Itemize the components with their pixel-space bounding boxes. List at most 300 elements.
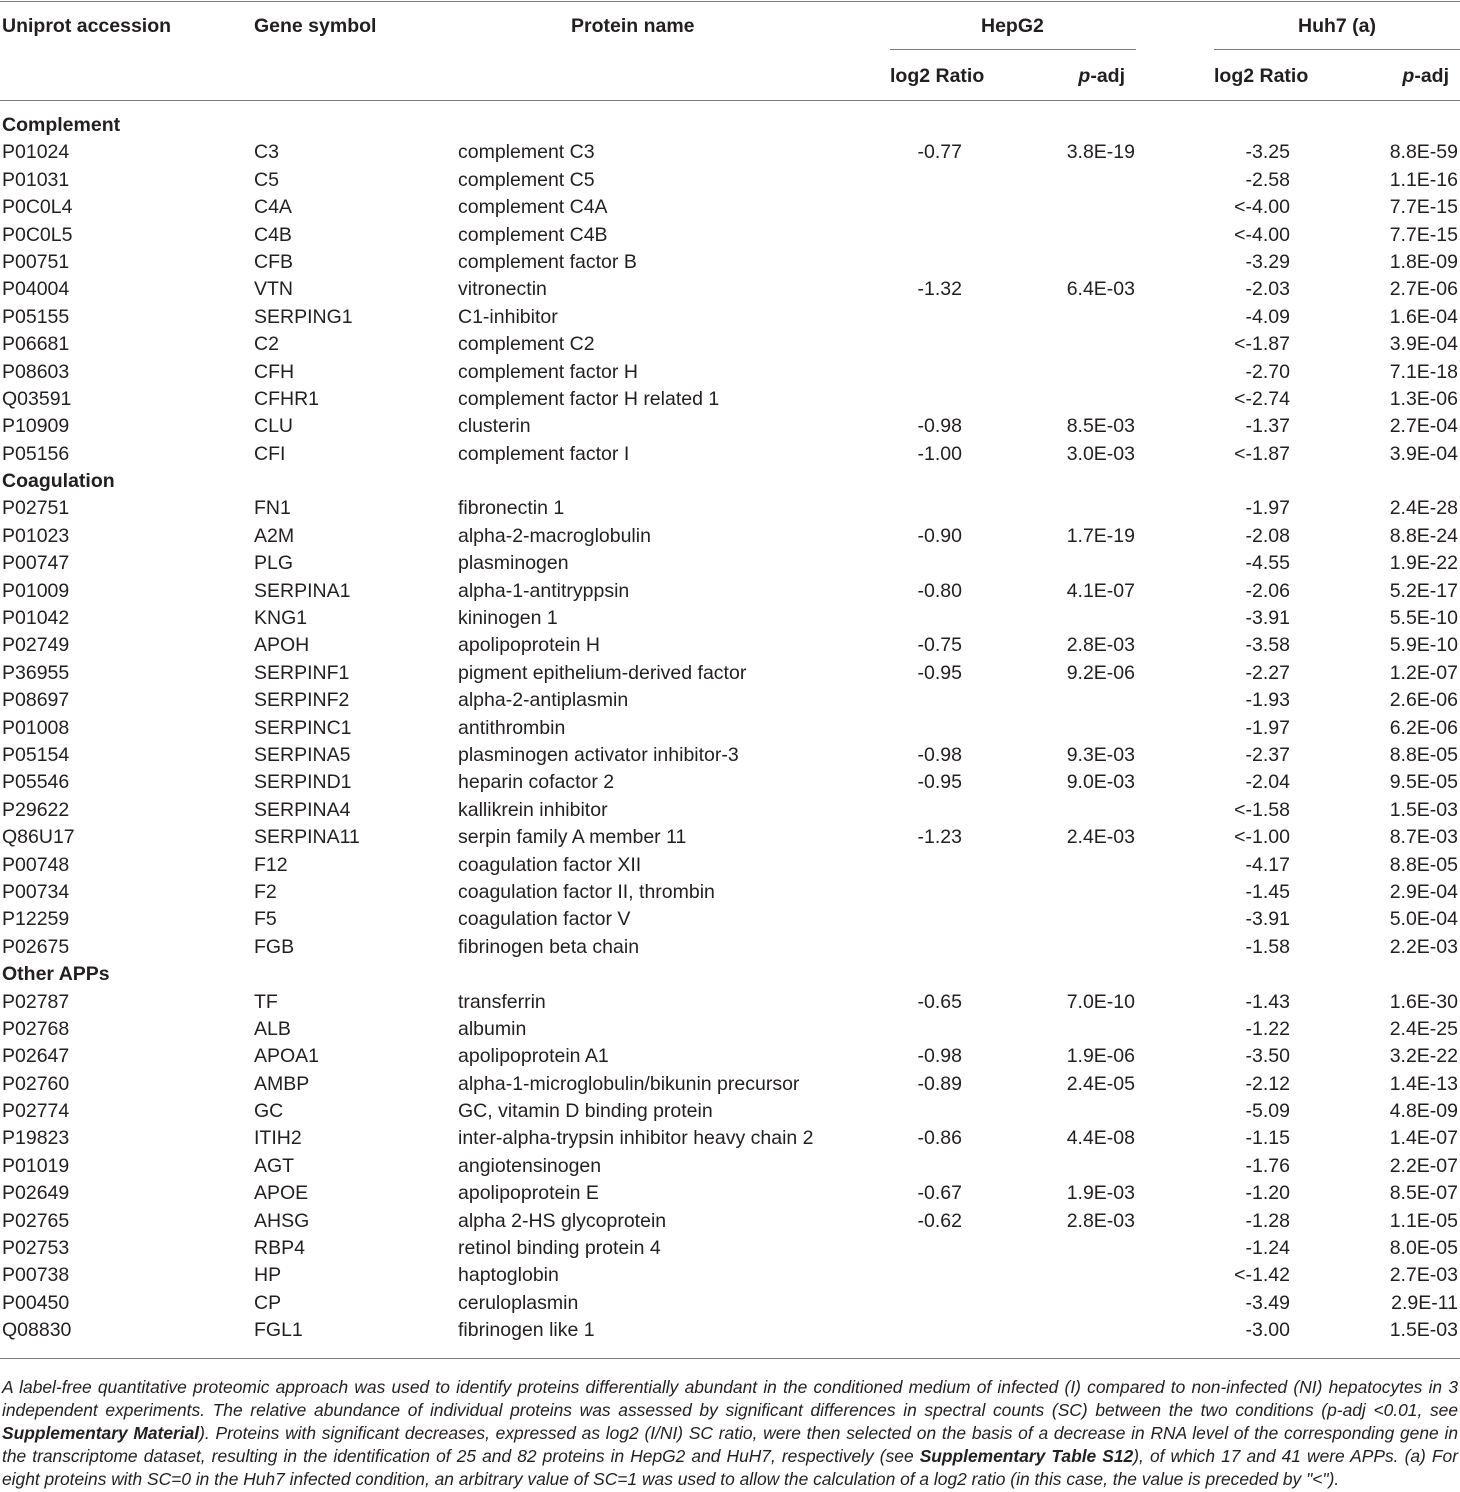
cell-gene: F12 bbox=[254, 853, 288, 876]
cell-hepg2-log2: -0.62 bbox=[917, 1209, 962, 1232]
cell-accession: P00751 bbox=[2, 250, 70, 273]
cell-hepg2-padj: 2.8E-03 bbox=[1066, 634, 1135, 657]
cell-huh7-log2: -5.09 bbox=[1245, 1100, 1290, 1123]
cell-huh7-log2: <-2.74 bbox=[1234, 387, 1290, 410]
cell-accession: P02760 bbox=[2, 1072, 70, 1095]
cell-protein: alpha-1-microglobulin/bikunin precursor bbox=[458, 1072, 800, 1095]
cell-gene: SERPINA1 bbox=[254, 579, 351, 602]
cell-huh7-log2: -4.55 bbox=[1245, 552, 1290, 575]
cell-protein: GC, vitamin D binding protein bbox=[458, 1100, 713, 1123]
cell-huh7-padj: 5.2E-17 bbox=[1389, 579, 1458, 602]
cell-huh7-log2: -1.28 bbox=[1245, 1209, 1290, 1232]
cell-accession: P10909 bbox=[2, 415, 70, 438]
cell-gene: C2 bbox=[254, 333, 279, 356]
cell-huh7-log2: -1.76 bbox=[1245, 1154, 1290, 1177]
cell-hepg2-padj: 2.4E-03 bbox=[1066, 826, 1135, 849]
cell-gene: SERPINA4 bbox=[254, 798, 351, 821]
cell-gene: A2M bbox=[254, 524, 295, 547]
cell-gene: AMBP bbox=[254, 1072, 310, 1095]
cell-huh7-log2: <-1.58 bbox=[1234, 798, 1290, 821]
cell-huh7-padj: 6.2E-06 bbox=[1389, 716, 1458, 739]
cell-accession: P0C0L5 bbox=[2, 223, 73, 246]
cell-huh7-padj: 7.1E-18 bbox=[1389, 360, 1458, 383]
cell-gene: CFHR1 bbox=[254, 387, 320, 410]
cell-accession: P02774 bbox=[2, 1100, 70, 1123]
table-row bbox=[0, 1153, 1460, 1180]
cell-protein: clusterin bbox=[458, 415, 531, 438]
footnote-link-supplementary-material[interactable]: Supplementary Material bbox=[2, 1423, 200, 1443]
cell-accession: P08603 bbox=[2, 360, 70, 383]
cell-gene: APOH bbox=[254, 634, 310, 657]
cell-gene: ITIH2 bbox=[254, 1127, 302, 1150]
header-hepg2: HepG2 bbox=[981, 15, 1044, 37]
cell-gene: AHSG bbox=[254, 1209, 310, 1232]
cell-hepg2-padj: 2.8E-03 bbox=[1066, 1209, 1135, 1232]
group-row bbox=[0, 961, 1460, 988]
cell-gene: VTN bbox=[254, 278, 293, 301]
cell-protein: inter-alpha-trypsin inhibitor heavy chain 2 bbox=[458, 1127, 814, 1150]
cell-huh7-padj: 1.1E-05 bbox=[1389, 1209, 1458, 1232]
bottom-rule bbox=[0, 1358, 1460, 1359]
table-row bbox=[0, 249, 1460, 276]
header-huh7-padj bbox=[1402, 64, 1449, 88]
table-row bbox=[0, 1043, 1460, 1070]
table-row bbox=[0, 934, 1460, 961]
cell-gene: PLG bbox=[254, 552, 294, 575]
cell-huh7-log2: -3.50 bbox=[1245, 1045, 1290, 1068]
cell-protein: haptoglobin bbox=[458, 1264, 559, 1287]
cell-gene: C5 bbox=[254, 168, 279, 191]
table-row bbox=[0, 331, 1460, 358]
cell-huh7-padj: 8.0E-05 bbox=[1389, 1237, 1458, 1260]
cell-huh7-log2: -2.12 bbox=[1245, 1072, 1290, 1095]
header-protein: Protein name bbox=[571, 15, 695, 37]
table-row bbox=[0, 769, 1460, 796]
cell-accession: P01009 bbox=[2, 579, 70, 602]
table-row bbox=[0, 852, 1460, 879]
cell-accession: P01023 bbox=[2, 524, 70, 547]
cell-huh7-padj: 8.8E-24 bbox=[1389, 524, 1458, 547]
cell-hepg2-padj: 1.9E-06 bbox=[1066, 1045, 1135, 1068]
cell-huh7-padj: 1.9E-22 bbox=[1389, 552, 1458, 575]
table-row bbox=[0, 715, 1460, 742]
cell-accession: P05154 bbox=[2, 743, 70, 766]
cell-accession: P02753 bbox=[2, 1237, 70, 1260]
cell-huh7-log2: -2.27 bbox=[1245, 661, 1290, 684]
cell-huh7-padj: 2.9E-11 bbox=[1391, 1291, 1458, 1314]
cell-protein: complement C4B bbox=[458, 223, 608, 246]
cell-hepg2-log2: -0.89 bbox=[917, 1072, 962, 1095]
cell-protein: coagulation factor XII bbox=[458, 853, 642, 876]
cell-gene: C3 bbox=[254, 141, 279, 164]
cell-huh7-log2: -1.22 bbox=[1245, 1017, 1290, 1040]
cell-huh7-padj: 5.9E-10 bbox=[1389, 634, 1458, 657]
footnote-part2: ). Proteins with significant decreases, expressed as log2 (I/NI) SC ratio, were then selected on the basis of a decrease in RNA level of the corresponding gene in the transcriptome dataset, resulting in the identification of 25 and 82 proteins in HepG2 and HuH7, respectively (see bbox=[2, 1423, 1458, 1466]
cell-gene: RBP4 bbox=[254, 1237, 305, 1260]
cell-gene: CLU bbox=[254, 415, 294, 438]
cell-huh7-log2: -1.97 bbox=[1245, 497, 1290, 520]
table-row bbox=[0, 304, 1460, 331]
cell-huh7-log2: -2.06 bbox=[1245, 579, 1290, 602]
group-label: Complement bbox=[2, 114, 121, 136]
cell-huh7-padj: 1.1E-16 bbox=[1389, 168, 1458, 191]
cell-hepg2-padj: 2.4E-05 bbox=[1066, 1072, 1135, 1095]
group-label: Coagulation bbox=[2, 470, 115, 493]
cell-accession: P01031 bbox=[2, 168, 70, 191]
cell-huh7-log2: <-1.42 bbox=[1234, 1264, 1290, 1287]
cell-hepg2-padj: 9.3E-03 bbox=[1066, 743, 1135, 766]
cell-gene: TF bbox=[254, 990, 278, 1013]
cell-gene: SERPINA5 bbox=[254, 743, 351, 766]
cell-accession: P00734 bbox=[2, 880, 70, 903]
cell-huh7-log2: -2.08 bbox=[1245, 524, 1290, 547]
cell-hepg2-log2: -0.95 bbox=[917, 661, 962, 684]
cell-protein: plasminogen bbox=[458, 552, 569, 575]
cell-accession: P01008 bbox=[2, 716, 70, 739]
cell-accession: P01024 bbox=[2, 141, 70, 164]
cell-protein: fibrinogen beta chain bbox=[458, 935, 640, 958]
cell-huh7-log2: -1.43 bbox=[1245, 990, 1290, 1013]
table-body bbox=[0, 112, 1460, 1345]
cell-huh7-log2: -1.97 bbox=[1245, 716, 1290, 739]
cell-huh7-padj: 1.6E-30 bbox=[1389, 990, 1458, 1013]
cell-accession: P01019 bbox=[2, 1154, 70, 1177]
cell-protein: complement C3 bbox=[458, 141, 595, 164]
cell-accession: P29622 bbox=[2, 798, 70, 821]
header-padj-rest: -adj bbox=[1090, 65, 1125, 87]
cell-huh7-log2: -3.91 bbox=[1245, 908, 1290, 931]
cell-accession: P02649 bbox=[2, 1182, 70, 1205]
cell-protein: vitronectin bbox=[458, 278, 547, 301]
huh7-underline bbox=[1214, 49, 1460, 50]
cell-protein: complement factor B bbox=[458, 250, 637, 273]
cell-hepg2-log2: -0.90 bbox=[917, 524, 962, 547]
cell-accession: P02751 bbox=[2, 497, 70, 520]
cell-gene: C4A bbox=[254, 196, 292, 219]
header-hepg2-padj bbox=[1078, 64, 1125, 88]
table-row bbox=[0, 1208, 1460, 1235]
cell-accession: P02647 bbox=[2, 1045, 70, 1068]
table-row bbox=[0, 1098, 1460, 1125]
cell-huh7-padj: 8.8E-05 bbox=[1389, 743, 1458, 766]
cell-accession: P02749 bbox=[2, 634, 70, 657]
cell-protein: heparin cofactor 2 bbox=[458, 771, 615, 794]
cell-protein: complement C4A bbox=[458, 196, 608, 219]
cell-hepg2-log2: -0.98 bbox=[917, 415, 962, 438]
header-accession: Uniprot accession bbox=[2, 15, 172, 37]
table-row bbox=[0, 989, 1460, 1016]
table-row bbox=[0, 359, 1460, 386]
cell-huh7-padj: 2.2E-07 bbox=[1389, 1154, 1458, 1177]
footnote-part1: A label-free quantitative proteomic approach was used to identify proteins differentially abundant in the conditioned medium of infected (I) compared to non-infected (NI) hepatocytes in 3 independent experiments. The relative abundance of individual proteins was assessed by significant differences in spectral counts (SC) between the two conditions (p-adj <0.01, see bbox=[2, 1377, 1458, 1420]
cell-gene: FGB bbox=[254, 935, 295, 958]
cell-gene: KNG1 bbox=[254, 607, 308, 630]
cell-huh7-padj: 9.5E-05 bbox=[1389, 771, 1458, 794]
cell-accession: P12259 bbox=[2, 908, 70, 931]
table-row bbox=[0, 1016, 1460, 1043]
table-footnote bbox=[2, 1376, 1458, 1491]
cell-protein: complement factor H bbox=[458, 360, 638, 383]
cell-protein: coagulation factor II, thrombin bbox=[458, 880, 715, 903]
cell-hepg2-padj: 3.8E-19 bbox=[1066, 141, 1135, 164]
header-huh7: Huh7 (a) bbox=[1298, 15, 1376, 37]
cell-huh7-log2: -2.58 bbox=[1245, 168, 1290, 191]
cell-gene: FN1 bbox=[254, 497, 291, 520]
cell-accession: P04004 bbox=[2, 278, 70, 301]
cell-huh7-padj: 3.2E-22 bbox=[1389, 1045, 1458, 1068]
cell-huh7-padj: 7.7E-15 bbox=[1389, 196, 1458, 219]
cell-hepg2-log2: -0.86 bbox=[917, 1127, 962, 1150]
cell-protein: pigment epithelium-derived factor bbox=[458, 661, 747, 684]
cell-huh7-log2: -3.91 bbox=[1245, 607, 1290, 630]
cell-gene: APOA1 bbox=[254, 1045, 320, 1068]
cell-hepg2-padj: 4.1E-07 bbox=[1066, 579, 1135, 602]
cell-gene: SERPINA11 bbox=[254, 826, 360, 849]
table-row bbox=[0, 660, 1460, 687]
cell-huh7-padj: 2.9E-04 bbox=[1389, 880, 1458, 903]
cell-hepg2-padj: 4.4E-08 bbox=[1066, 1127, 1135, 1150]
cell-hepg2-log2: -0.95 bbox=[917, 771, 962, 794]
cell-gene: ALB bbox=[254, 1017, 291, 1040]
table-row bbox=[0, 578, 1460, 605]
cell-huh7-log2: -1.58 bbox=[1245, 935, 1290, 958]
cell-hepg2-log2: -1.32 bbox=[917, 278, 962, 301]
cell-accession: Q08830 bbox=[2, 1319, 72, 1342]
cell-accession: P00738 bbox=[2, 1264, 70, 1287]
cell-hepg2-padj: 9.2E-06 bbox=[1066, 661, 1135, 684]
group-label: Other APPs bbox=[2, 963, 110, 986]
cell-protein: alpha-1-antitryppsin bbox=[458, 579, 630, 602]
cell-huh7-padj: 1.8E-09 bbox=[1389, 250, 1458, 273]
cell-protein: serpin family A member 11 bbox=[458, 826, 687, 849]
cell-hepg2-log2: -0.80 bbox=[917, 579, 962, 602]
cell-accession: P0C0L4 bbox=[2, 196, 73, 219]
cell-gene: CFB bbox=[254, 250, 293, 273]
cell-protein: kallikrein inhibitor bbox=[458, 798, 608, 821]
cell-protein: alpha-2-antiplasmin bbox=[458, 689, 629, 712]
table-row bbox=[0, 441, 1460, 468]
cell-accession: P00747 bbox=[2, 552, 70, 575]
cell-huh7-log2: -1.24 bbox=[1245, 1237, 1290, 1260]
table-row bbox=[0, 1290, 1460, 1317]
cell-accession: P02675 bbox=[2, 935, 70, 958]
cell-gene: F2 bbox=[254, 880, 277, 903]
cell-hepg2-log2: -0.67 bbox=[917, 1182, 962, 1205]
cell-huh7-padj: 4.8E-09 bbox=[1389, 1100, 1458, 1123]
cell-accession: P06681 bbox=[2, 333, 70, 356]
cell-hepg2-padj: 7.0E-10 bbox=[1066, 990, 1135, 1013]
cell-protein: apolipoprotein E bbox=[458, 1182, 599, 1205]
cell-protein: fibrinogen like 1 bbox=[458, 1319, 595, 1342]
cell-accession: P05156 bbox=[2, 442, 70, 465]
table-row bbox=[0, 797, 1460, 824]
cell-accession: Q03591 bbox=[2, 387, 72, 410]
cell-accession: P02787 bbox=[2, 990, 70, 1013]
cell-huh7-padj: 8.5E-07 bbox=[1389, 1182, 1458, 1205]
cell-huh7-padj: 1.4E-07 bbox=[1389, 1127, 1458, 1150]
cell-accession: P00450 bbox=[2, 1291, 70, 1314]
cell-accession: P19823 bbox=[2, 1127, 70, 1150]
top-rule bbox=[0, 1, 1460, 2]
table-row bbox=[0, 1071, 1460, 1098]
cell-protein: angiotensinogen bbox=[458, 1154, 602, 1177]
table-row bbox=[0, 139, 1460, 166]
cell-huh7-padj: 2.6E-06 bbox=[1389, 689, 1458, 712]
cell-huh7-padj: 3.9E-04 bbox=[1389, 333, 1458, 356]
cell-gene: SERPINF2 bbox=[254, 689, 350, 712]
cell-huh7-log2: -3.29 bbox=[1245, 250, 1290, 273]
cell-protein: fibronectin 1 bbox=[458, 497, 565, 520]
cell-gene: FGL1 bbox=[254, 1319, 303, 1342]
cell-protein: complement factor I bbox=[458, 442, 630, 465]
hepg2-underline bbox=[890, 49, 1136, 50]
table-row bbox=[0, 550, 1460, 577]
cell-hepg2-padj: 1.9E-03 bbox=[1066, 1182, 1135, 1205]
cell-accession: P05155 bbox=[2, 305, 70, 328]
cell-gene: SERPINF1 bbox=[254, 661, 350, 684]
table-row bbox=[0, 222, 1460, 249]
cell-huh7-padj: 2.4E-28 bbox=[1389, 497, 1458, 520]
table-row bbox=[0, 1262, 1460, 1289]
footnote-part3: ), of which 17 and 41 were APPs. (a) For eight proteins with SC=0 in the Huh7 infected condition, an arbitrary value of SC=1 was used to allow the calculation of a log2 ratio (in this case, the value is preceded by "<"). bbox=[2, 1446, 1458, 1489]
table-row bbox=[0, 386, 1460, 413]
cell-huh7-padj: 2.4E-25 bbox=[1389, 1017, 1458, 1040]
cell-hepg2-log2: -0.77 bbox=[917, 141, 962, 164]
group-row bbox=[0, 468, 1460, 495]
cell-huh7-padj: 1.3E-06 bbox=[1389, 387, 1458, 410]
cell-accession: Q86U17 bbox=[2, 826, 75, 849]
cell-protein: complement C2 bbox=[458, 333, 595, 356]
cell-huh7-log2: <-4.00 bbox=[1234, 223, 1290, 246]
cell-hepg2-padj: 6.4E-03 bbox=[1066, 278, 1135, 301]
cell-huh7-log2: -1.15 bbox=[1245, 1127, 1290, 1150]
cell-huh7-padj: 7.7E-15 bbox=[1389, 223, 1458, 246]
cell-huh7-log2: <-1.87 bbox=[1234, 333, 1290, 356]
cell-protein: albumin bbox=[458, 1017, 527, 1040]
cell-hepg2-log2: -0.98 bbox=[917, 1045, 962, 1068]
cell-huh7-log2: -3.00 bbox=[1245, 1319, 1290, 1342]
cell-huh7-padj: 1.2E-07 bbox=[1389, 661, 1458, 684]
cell-accession: P00748 bbox=[2, 853, 70, 876]
cell-huh7-padj: 8.7E-03 bbox=[1389, 826, 1458, 849]
cell-protein: plasminogen activator inhibitor-3 bbox=[458, 743, 739, 766]
cell-huh7-log2: -4.17 bbox=[1245, 853, 1290, 876]
cell-hepg2-log2: -0.98 bbox=[917, 743, 962, 766]
cell-huh7-log2: -1.37 bbox=[1245, 415, 1290, 438]
header-padj-rest: -adj bbox=[1414, 65, 1449, 87]
cell-accession: P01042 bbox=[2, 607, 70, 630]
table-row bbox=[0, 1235, 1460, 1262]
cell-protein: alpha 2-HS glycoprotein bbox=[458, 1209, 667, 1232]
cell-huh7-log2: -2.70 bbox=[1245, 360, 1290, 383]
table-row bbox=[0, 523, 1460, 550]
cell-hepg2-log2: -0.65 bbox=[917, 990, 962, 1013]
cell-protein: complement C5 bbox=[458, 168, 595, 191]
cell-gene: C4B bbox=[254, 223, 292, 246]
table-row bbox=[0, 605, 1460, 632]
cell-accession: P05546 bbox=[2, 771, 70, 794]
cell-huh7-log2: -2.03 bbox=[1245, 278, 1290, 301]
cell-gene: CFH bbox=[254, 360, 295, 383]
cell-hepg2-padj: 1.7E-19 bbox=[1066, 524, 1135, 547]
cell-gene: AGT bbox=[254, 1154, 295, 1177]
table-row bbox=[0, 1180, 1460, 1207]
header-gene: Gene symbol bbox=[254, 15, 377, 37]
table-row bbox=[0, 1125, 1460, 1152]
cell-huh7-padj: 3.9E-04 bbox=[1389, 442, 1458, 465]
table-row bbox=[0, 742, 1460, 769]
table-row bbox=[0, 194, 1460, 221]
footnote-link-supplementary-table[interactable]: Supplementary Table S12 bbox=[919, 1446, 1134, 1466]
group-row bbox=[0, 112, 1460, 139]
header-padj-p: p bbox=[1078, 65, 1091, 87]
header-huh7-log2: log2 Ratio bbox=[1214, 65, 1309, 87]
cell-gene: CP bbox=[254, 1291, 282, 1314]
cell-huh7-padj: 1.5E-03 bbox=[1389, 798, 1458, 821]
cell-huh7-log2: -3.25 bbox=[1245, 141, 1290, 164]
cell-huh7-log2: <-1.87 bbox=[1234, 442, 1290, 465]
cell-gene: HP bbox=[254, 1264, 282, 1287]
cell-protein: retinol binding protein 4 bbox=[458, 1237, 661, 1260]
cell-accession: P02765 bbox=[2, 1209, 70, 1232]
table-row bbox=[0, 167, 1460, 194]
cell-protein: transferrin bbox=[458, 990, 546, 1013]
table-row bbox=[0, 879, 1460, 906]
cell-huh7-padj: 2.7E-04 bbox=[1389, 415, 1458, 438]
cell-protein: antithrombin bbox=[458, 716, 566, 739]
cell-gene: F5 bbox=[254, 908, 277, 931]
cell-huh7-padj: 2.7E-06 bbox=[1389, 278, 1458, 301]
table-row bbox=[0, 495, 1460, 522]
cell-gene: SERPINC1 bbox=[254, 716, 352, 739]
cell-hepg2-log2: -1.23 bbox=[917, 826, 962, 849]
cell-huh7-log2: -1.45 bbox=[1245, 880, 1290, 903]
cell-huh7-padj: 8.8E-59 bbox=[1389, 141, 1458, 164]
table-row bbox=[0, 687, 1460, 714]
cell-huh7-log2: -4.09 bbox=[1245, 305, 1290, 328]
cell-huh7-padj: 1.6E-04 bbox=[1389, 305, 1458, 328]
cell-huh7-padj: 2.7E-03 bbox=[1389, 1264, 1458, 1287]
cell-hepg2-log2: -0.75 bbox=[917, 634, 962, 657]
table-row bbox=[0, 1317, 1460, 1344]
cell-huh7-log2: <-4.00 bbox=[1234, 196, 1290, 219]
cell-huh7-log2: -2.37 bbox=[1245, 743, 1290, 766]
table-row bbox=[0, 824, 1460, 851]
cell-huh7-log2: -1.20 bbox=[1245, 1182, 1290, 1205]
cell-huh7-log2: -3.58 bbox=[1245, 634, 1290, 657]
cell-protein: complement factor H related 1 bbox=[458, 387, 720, 410]
cell-huh7-padj: 1.4E-13 bbox=[1389, 1072, 1458, 1095]
header-hepg2-log2: log2 Ratio bbox=[890, 65, 985, 87]
cell-gene: APOE bbox=[254, 1182, 309, 1205]
table-row bbox=[0, 906, 1460, 933]
cell-accession: P08697 bbox=[2, 689, 70, 712]
table-row bbox=[0, 632, 1460, 659]
cell-huh7-padj: 1.5E-03 bbox=[1389, 1319, 1458, 1342]
cell-protein: apolipoprotein H bbox=[458, 634, 601, 657]
cell-huh7-padj: 2.2E-03 bbox=[1389, 935, 1458, 958]
cell-hepg2-padj: 3.0E-03 bbox=[1066, 442, 1135, 465]
header-padj-p: p bbox=[1402, 65, 1415, 87]
cell-huh7-log2: -2.04 bbox=[1245, 771, 1290, 794]
cell-accession: P36955 bbox=[2, 661, 70, 684]
cell-huh7-log2: -1.93 bbox=[1245, 689, 1290, 712]
table-row bbox=[0, 276, 1460, 303]
cell-accession: P02768 bbox=[2, 1017, 70, 1040]
cell-protein: apolipoprotein A1 bbox=[458, 1045, 609, 1068]
cell-protein: coagulation factor V bbox=[458, 908, 631, 931]
cell-huh7-padj: 8.8E-05 bbox=[1389, 853, 1458, 876]
